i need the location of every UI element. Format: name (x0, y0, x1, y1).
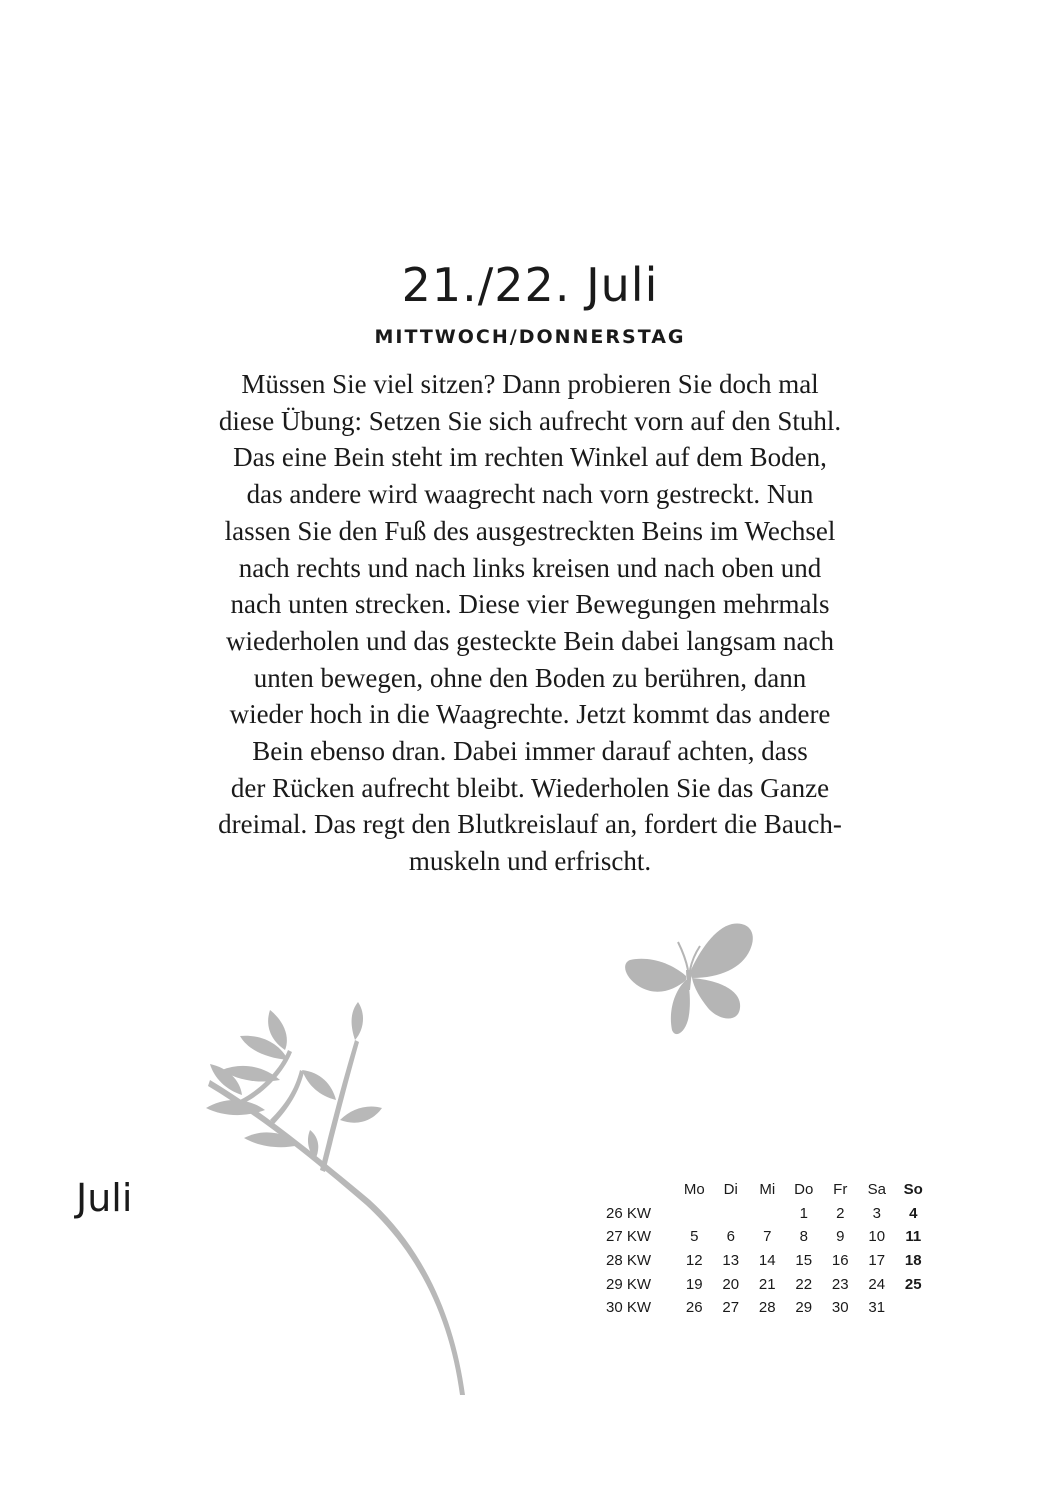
calendar-day: 14 (758, 1252, 776, 1270)
body-line: das andere wird waagrecht nach vorn gestreckt. Nun (246, 479, 814, 510)
body-line: wiederholen und das gesteckte Bein dabei langsam nach (225, 625, 835, 656)
calendar-header-row (606, 1178, 932, 1202)
calendar-day-sunday: 25 (904, 1275, 922, 1293)
calendar-day: 5 (690, 1228, 699, 1246)
weekday-header: Di (723, 1181, 738, 1199)
calendar-day: 31 (868, 1299, 886, 1317)
branch-illustration (170, 1000, 490, 1400)
calendar-week-row (606, 1272, 932, 1296)
calendar-day (713, 1202, 750, 1226)
calendar-day: 10 (868, 1228, 886, 1246)
calendar-day: 9 (836, 1228, 845, 1246)
calendar-day: 28 (758, 1299, 776, 1317)
date-title: 21./22. Juli (401, 258, 659, 312)
calendar-day: 7 (763, 1228, 772, 1246)
calendar-day: 1 (799, 1204, 808, 1222)
calendar-day (676, 1202, 713, 1226)
week-number: 29 KW (606, 1275, 652, 1293)
calendar-kw-header (606, 1178, 676, 1202)
calendar-day: 16 (831, 1252, 849, 1270)
calendar-week-row (606, 1225, 932, 1249)
body-line: der Rücken aufrecht bleibt. Wiederholen Sie das Ganze (230, 772, 830, 803)
calendar-day-sunday (895, 1296, 932, 1320)
weekday-header-sunday: So (903, 1181, 923, 1199)
body-line: nach rechts und nach links kreisen und nach oben und (238, 552, 822, 583)
calendar-day: 6 (726, 1228, 735, 1246)
calendar-day: 22 (795, 1275, 813, 1293)
calendar-day: 15 (795, 1252, 813, 1270)
body-line: muskeln und erfrischt. (408, 846, 652, 877)
body-line: wieder hoch in die Waagrechte. Jetzt kommt das andere (229, 699, 831, 730)
calendar-day: 29 (795, 1299, 813, 1317)
calendar-day: 30 (831, 1299, 849, 1317)
calendar-day: 24 (868, 1275, 886, 1293)
calendar-day: 8 (799, 1228, 808, 1246)
body-text (150, 366, 910, 880)
calendar-day: 23 (831, 1275, 849, 1293)
calendar-day: 27 (722, 1299, 740, 1317)
body-line: Bein ebenso dran. Dabei immer darauf achten, dass (252, 736, 808, 767)
weekday-label: MITTWOCH/DONNERSTAG (374, 326, 686, 348)
month-calendar (606, 1178, 932, 1320)
body-line: lassen Sie den Fuß des ausgestreckten Beins im Wechsel (224, 515, 836, 546)
calendar-day: 2 (836, 1204, 845, 1222)
calendar-day: 17 (868, 1252, 886, 1270)
weekday-header: Fr (833, 1181, 848, 1199)
calendar-day: 19 (685, 1275, 703, 1293)
calendar-day: 26 (685, 1299, 703, 1317)
calendar-week-row (606, 1249, 932, 1273)
body-line: nach unten strecken. Diese vier Bewegungen mehrmals (230, 589, 830, 620)
body-line: Müssen Sie viel sitzen? Dann probieren Sie doch mal (241, 369, 819, 399)
butterfly-illustration (620, 920, 760, 1040)
calendar-day: 21 (758, 1275, 776, 1293)
month-label: Juli (76, 1176, 133, 1220)
calendar-day: 12 (685, 1252, 703, 1270)
calendar-day-sunday: 11 (905, 1228, 922, 1246)
week-number: 26 KW (606, 1204, 652, 1222)
weekday-header: Mi (759, 1181, 776, 1199)
calendar-day-sunday: 4 (909, 1204, 918, 1222)
week-number: 28 KW (606, 1252, 652, 1270)
calendar-day: 20 (722, 1275, 740, 1293)
calendar-day: 13 (722, 1252, 740, 1270)
calendar-day (749, 1202, 786, 1226)
calendar-day-sunday: 18 (904, 1252, 922, 1270)
calendar-day: 3 (872, 1204, 881, 1222)
week-number: 30 KW (606, 1299, 652, 1317)
calendar-week-row (606, 1202, 932, 1226)
body-line: dreimal. Das regt den Blutkreislauf an, fordert die Bauch- (218, 809, 842, 840)
week-number: 27 KW (606, 1228, 652, 1246)
calendar-week-row (606, 1296, 932, 1320)
body-line: unten bewegen, ohne den Boden zu berühren, dann (253, 662, 807, 693)
weekday-header: Mo (683, 1181, 705, 1199)
body-line: diese Übung: Setzen Sie sich aufrecht vorn auf den Stuhl. (218, 405, 842, 436)
weekday-header: Sa (867, 1181, 886, 1199)
weekday-header: Do (794, 1181, 814, 1199)
body-line: Das eine Bein steht im rechten Winkel auf dem Boden, (233, 442, 827, 473)
